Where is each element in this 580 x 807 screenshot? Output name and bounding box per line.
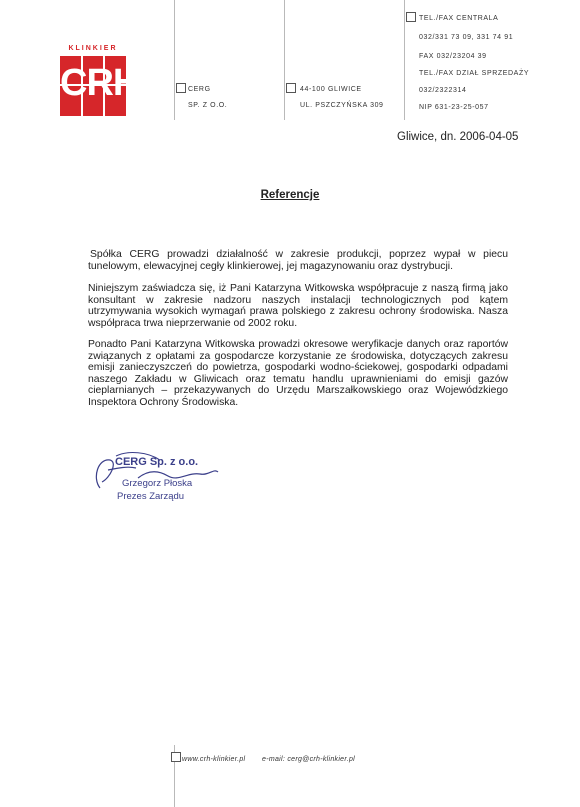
checkbox-icon bbox=[406, 12, 416, 22]
header-divider bbox=[404, 0, 405, 120]
letter-date: Gliwice, dn. 2006-04-05 bbox=[397, 131, 519, 143]
footer-email: e-mail: cerg@crh-klinkier.pl bbox=[262, 756, 356, 763]
company-name: CERG bbox=[188, 86, 211, 93]
checkbox-icon bbox=[176, 83, 186, 93]
stamp-role: Prezes Zarządu bbox=[117, 491, 185, 502]
address-city: 44-100 GLIWICE bbox=[300, 86, 362, 93]
header-divider bbox=[284, 0, 285, 120]
paragraph: Niniejszym zaświadcza się, iż Pani Katarzyna Witkowska współpracuje z naszą firmą jako konsultant w zakresie nadzoru naszych instalacji technologicznych pod kątem utrzymywania wysokich wymagań prawa polskiego z zakresu ochrony środowiska. Nasza współpraca trwa nieprzerwanie od 2002 roku. bbox=[88, 283, 508, 329]
phone-label: TEL./FAX CENTRALA bbox=[419, 15, 499, 22]
stamp-name: Grzegorz Płoska bbox=[122, 478, 193, 489]
checkbox-icon bbox=[286, 83, 296, 93]
sales-value: 032/2322314 bbox=[419, 87, 467, 94]
checkbox-icon bbox=[171, 752, 181, 762]
sales-label: TEL./FAX DZIAŁ SPRZEDAŻY bbox=[419, 70, 530, 77]
header-divider bbox=[174, 0, 175, 120]
address-street: UL. PSZCZYŃSKA 309 bbox=[300, 102, 384, 109]
paragraph: Spółka CERG prowadzi działalność w zakresie produkcji, poprzez wypał w piecu tunelowym, elewacyjnej cegły klinkierowej, jej magazynowaniu oraz dystrybucji. bbox=[88, 249, 508, 272]
footer-website: www.crh-klinkier.pl bbox=[182, 756, 246, 763]
letter-title: Referencje bbox=[260, 189, 320, 201]
paragraph: Ponadto Pani Katarzyna Witkowska prowadzi okresowe weryfikacje danych oraz raportów związanych z opłatami za gospodarcze korzystanie ze środowiska, dotyczących zakresu emisji zanieczyszczeń do powietrza, gospodarki wodno-ściekowej, gospodarki odpadami naszego Zakładu w Gliwicach oraz tematu handlu uprawnieniami do emisji gazów cieplarnianych – przekazywanych do Urzędu Marszałkowskiego oraz Wojewódzkiego Inspektora Ochrony Środowiska. bbox=[88, 339, 508, 408]
company-logo bbox=[60, 56, 140, 116]
fax-value: FAX 032/23204 39 bbox=[419, 53, 487, 60]
brand-word: KLINKIER bbox=[68, 45, 118, 52]
phone-value: 032/331 73 09, 331 74 91 bbox=[419, 34, 514, 41]
tax-id: NIP 631-23-25-057 bbox=[419, 104, 489, 111]
logo-text: CRH bbox=[60, 62, 140, 104]
company-form: SP. Z O.O. bbox=[188, 102, 228, 109]
stamp-company: CERG Sp. z o.o. bbox=[115, 456, 199, 468]
